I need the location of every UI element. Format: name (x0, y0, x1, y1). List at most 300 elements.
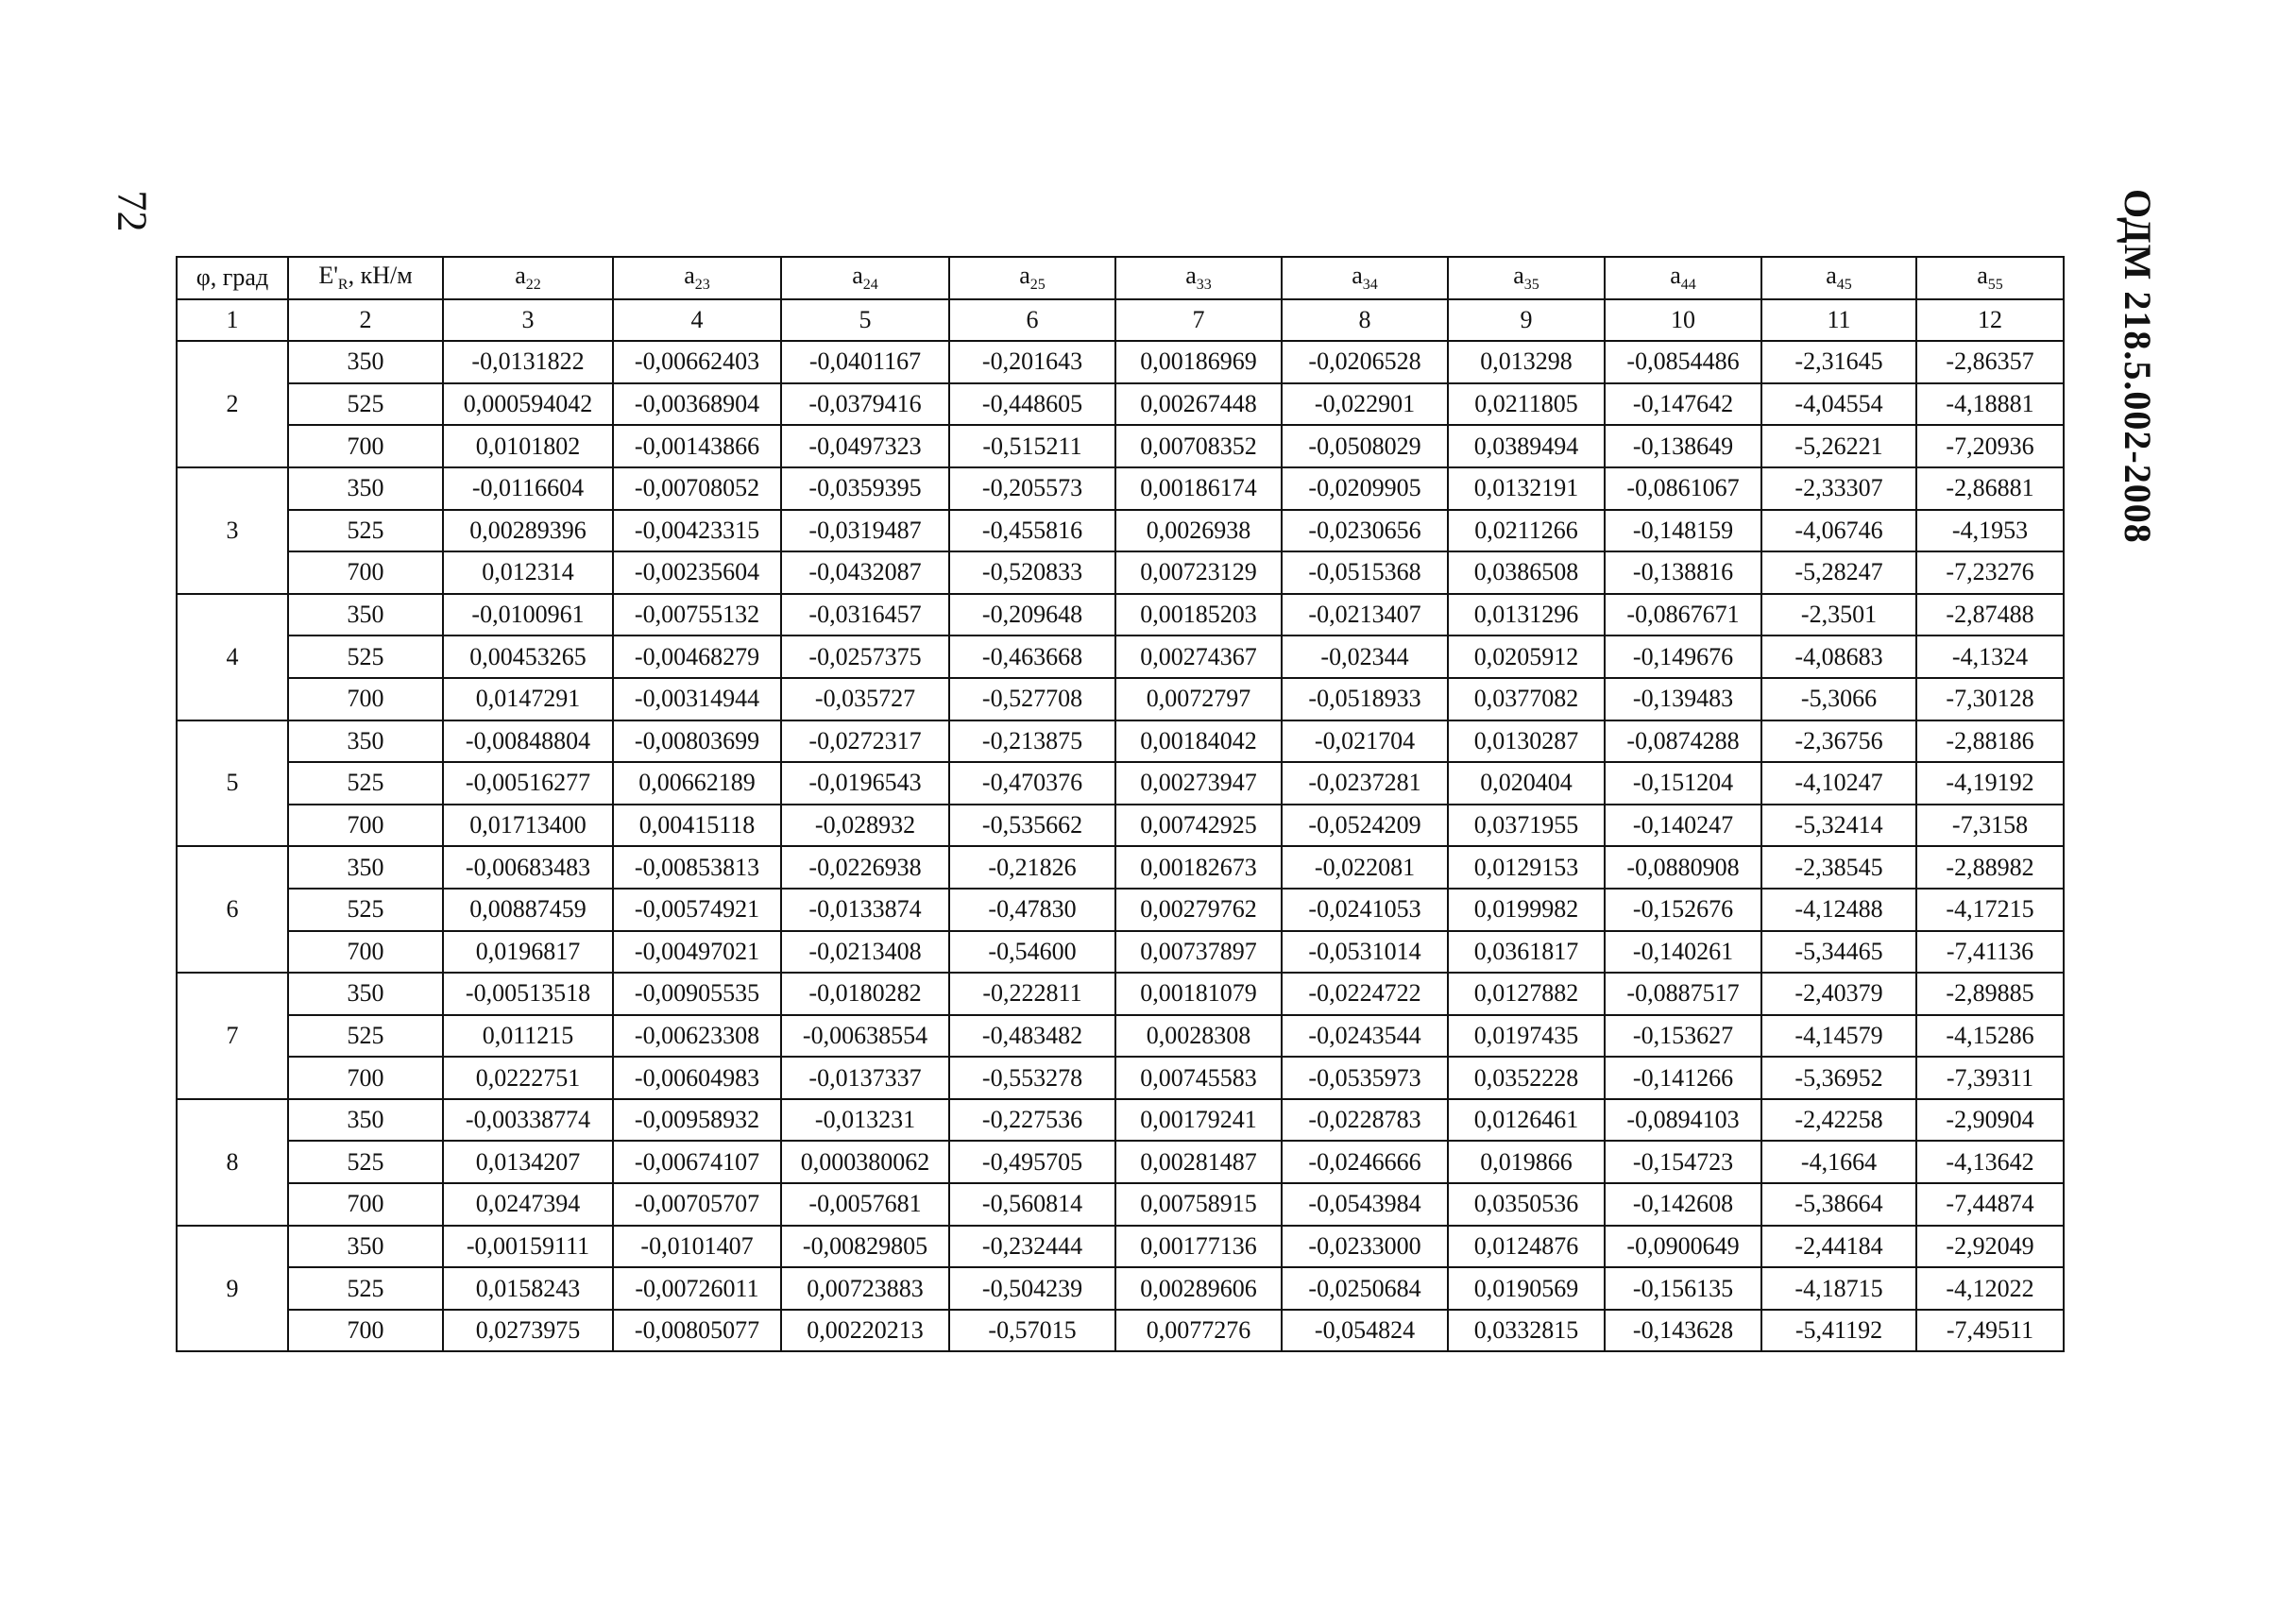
value-cell: -7,44874 (1916, 1183, 2064, 1226)
value-cell: 0,0222751 (443, 1057, 613, 1099)
value-cell: -4,1324 (1916, 636, 2064, 678)
value-cell: -0,143628 (1605, 1310, 1761, 1352)
value-cell: -0,021704 (1282, 720, 1448, 763)
er-cell: 700 (288, 1057, 443, 1099)
column-header-subscript: 55 (1987, 276, 2003, 293)
value-cell: 0,00453265 (443, 636, 613, 678)
value-cell: -0,140261 (1605, 931, 1761, 974)
value-cell: -5,32414 (1761, 805, 1916, 847)
column-header-main: a (1352, 261, 1363, 289)
coefficients-table (176, 256, 2065, 1352)
value-cell: -0,02344 (1282, 636, 1448, 678)
value-cell: -0,00705707 (613, 1183, 781, 1226)
column-header-main: a (1977, 261, 1988, 289)
value-cell: -0,00803699 (613, 720, 781, 763)
value-cell: -0,201643 (949, 341, 1115, 383)
value-cell: -4,13642 (1916, 1141, 2064, 1183)
value-cell: -0,0401167 (781, 341, 949, 383)
value-cell: 0,0377082 (1448, 678, 1605, 720)
er-cell: 700 (288, 551, 443, 594)
table-body (177, 341, 2064, 1351)
column-header (177, 257, 288, 299)
value-cell: 0,00177136 (1115, 1226, 1282, 1268)
value-cell: -0,0316457 (781, 594, 949, 636)
value-cell: -4,12022 (1916, 1267, 2064, 1310)
value-cell: -0,0246666 (1282, 1141, 1448, 1183)
value-cell: 0,00184042 (1115, 720, 1282, 763)
value-cell: -0,00143866 (613, 425, 781, 467)
value-cell: -4,19192 (1916, 762, 2064, 805)
value-cell: -0,00805077 (613, 1310, 781, 1352)
value-cell: 0,0389494 (1448, 425, 1605, 467)
value-cell: -0,0874288 (1605, 720, 1761, 763)
value-cell: -0,0237281 (1282, 762, 1448, 805)
value-cell: -5,3066 (1761, 678, 1916, 720)
value-cell: -0,0508029 (1282, 425, 1448, 467)
column-header-main: a (1826, 261, 1837, 289)
value-cell: 0,0147291 (443, 678, 613, 720)
column-header-subscript: R (337, 276, 349, 293)
value-cell: -0,00853813 (613, 846, 781, 889)
er-cell: 350 (288, 846, 443, 889)
table-row (177, 467, 2064, 510)
column-header-subscript: 45 (1836, 276, 1852, 293)
value-cell: 0,00289606 (1115, 1267, 1282, 1310)
value-cell: -5,28247 (1761, 551, 1916, 594)
value-cell: -0,57015 (949, 1310, 1115, 1352)
value-cell: 0,00662189 (613, 762, 781, 805)
value-cell: 0,00723129 (1115, 551, 1282, 594)
column-number: 11 (1761, 299, 1916, 342)
value-cell: 0,011215 (443, 1015, 613, 1058)
table-row (177, 720, 2064, 763)
value-cell: -7,39311 (1916, 1057, 2064, 1099)
er-cell: 350 (288, 1099, 443, 1142)
value-cell: -0,00674107 (613, 1141, 781, 1183)
value-cell: -0,0543984 (1282, 1183, 1448, 1226)
phi-cell: 9 (177, 1226, 288, 1352)
value-cell: -0,138816 (1605, 551, 1761, 594)
table-row (177, 973, 2064, 1015)
value-cell: -0,535662 (949, 805, 1115, 847)
value-cell: -0,0224722 (1282, 973, 1448, 1015)
value-cell: -4,06746 (1761, 510, 1916, 552)
value-cell: -0,141266 (1605, 1057, 1761, 1099)
value-cell: -2,88982 (1916, 846, 2064, 889)
er-cell: 350 (288, 720, 443, 763)
column-header-main: a (1670, 261, 1681, 289)
er-cell: 525 (288, 636, 443, 678)
value-cell: -0,00159111 (443, 1226, 613, 1268)
value-cell: -0,154723 (1605, 1141, 1761, 1183)
value-cell: -0,0535973 (1282, 1057, 1448, 1099)
value-cell: -0,035727 (781, 678, 949, 720)
value-cell: 0,020404 (1448, 762, 1605, 805)
value-cell: -0,0432087 (781, 551, 949, 594)
value-cell: -0,0213407 (1282, 594, 1448, 636)
value-cell: -5,36952 (1761, 1057, 1916, 1099)
value-cell: -0,0894103 (1605, 1099, 1761, 1142)
value-cell: -0,553278 (949, 1057, 1115, 1099)
value-cell: 0,00737897 (1115, 931, 1282, 974)
column-number: 6 (949, 299, 1115, 342)
value-cell: -0,54600 (949, 931, 1115, 974)
value-cell: -2,3501 (1761, 594, 1916, 636)
phi-cell: 4 (177, 594, 288, 720)
value-cell: 0,013298 (1448, 341, 1605, 383)
value-cell: -2,88186 (1916, 720, 2064, 763)
value-cell: -0,0531014 (1282, 931, 1448, 974)
value-cell: 0,0077276 (1115, 1310, 1282, 1352)
value-cell: 0,00182673 (1115, 846, 1282, 889)
value-cell: -0,213875 (949, 720, 1115, 763)
value-cell: 0,0247394 (443, 1183, 613, 1226)
column-header (288, 257, 443, 299)
value-cell: -0,205573 (949, 467, 1115, 510)
value-cell: -2,87488 (1916, 594, 2064, 636)
value-cell: -0,149676 (1605, 636, 1761, 678)
value-cell: -0,448605 (949, 383, 1115, 426)
value-cell: 0,0352228 (1448, 1057, 1605, 1099)
value-cell: 0,00220213 (781, 1310, 949, 1352)
value-cell: -2,38545 (1761, 846, 1916, 889)
table-row (177, 594, 2064, 636)
er-cell: 700 (288, 425, 443, 467)
value-cell: -5,41192 (1761, 1310, 1916, 1352)
value-cell: -0,0213408 (781, 931, 949, 974)
column-header-main: a (1185, 261, 1197, 289)
value-cell: 0,019866 (1448, 1141, 1605, 1183)
value-cell: -4,08683 (1761, 636, 1916, 678)
value-cell: 0,00181079 (1115, 973, 1282, 1015)
phi-cell: 2 (177, 341, 288, 467)
table-row (177, 1057, 2064, 1099)
value-cell: -0,022901 (1282, 383, 1448, 426)
value-cell: -0,0515368 (1282, 551, 1448, 594)
value-cell: -0,232444 (949, 1226, 1115, 1268)
value-cell: 0,0130287 (1448, 720, 1605, 763)
phi-cell: 5 (177, 720, 288, 847)
column-header (1605, 257, 1761, 299)
table-row (177, 678, 2064, 720)
value-cell: -2,44184 (1761, 1226, 1916, 1268)
value-cell: -0,00574921 (613, 889, 781, 931)
value-cell: -0,00726011 (613, 1267, 781, 1310)
value-cell: 0,0072797 (1115, 678, 1282, 720)
er-cell: 350 (288, 1226, 443, 1268)
value-cell: -0,0861067 (1605, 467, 1761, 510)
value-cell: -0,0137337 (781, 1057, 949, 1099)
value-cell: 0,00273947 (1115, 762, 1282, 805)
value-cell: -0,0230656 (1282, 510, 1448, 552)
value-cell: -0,00604983 (613, 1057, 781, 1099)
value-cell: -0,0180282 (781, 973, 949, 1015)
column-header (949, 257, 1115, 299)
value-cell: -4,18881 (1916, 383, 2064, 426)
value-cell: -0,0854486 (1605, 341, 1761, 383)
value-cell: -0,21826 (949, 846, 1115, 889)
column-number: 3 (443, 299, 613, 342)
er-cell: 700 (288, 805, 443, 847)
value-cell: -0,0250684 (1282, 1267, 1448, 1310)
value-cell: -0,209648 (949, 594, 1115, 636)
er-cell: 700 (288, 1183, 443, 1226)
value-cell: -0,00623308 (613, 1015, 781, 1058)
table-row (177, 1183, 2064, 1226)
value-cell: -0,0131822 (443, 341, 613, 383)
column-header-subscript: 25 (1029, 276, 1046, 293)
column-header-main: φ, град (196, 263, 269, 292)
value-cell: 0,00723883 (781, 1267, 949, 1310)
column-header-subscript: 35 (1523, 276, 1539, 293)
value-cell: 0,00186174 (1115, 467, 1282, 510)
column-header (1761, 257, 1916, 299)
value-cell: -4,14579 (1761, 1015, 1916, 1058)
er-cell: 525 (288, 1141, 443, 1183)
value-cell: 0,00185203 (1115, 594, 1282, 636)
value-cell: -0,0272317 (781, 720, 949, 763)
value-cell: -7,49511 (1916, 1310, 2064, 1352)
value-cell: -2,92049 (1916, 1226, 2064, 1268)
value-cell: -4,18715 (1761, 1267, 1916, 1310)
value-cell: 0,0371955 (1448, 805, 1605, 847)
column-header-subscript: 44 (1680, 276, 1696, 293)
value-cell: -0,463668 (949, 636, 1115, 678)
value-cell: -0,147642 (1605, 383, 1761, 426)
column-header-main: a (515, 261, 526, 289)
value-cell: -0,00338774 (443, 1099, 613, 1142)
value-cell: -5,38664 (1761, 1183, 1916, 1226)
value-cell: -0,0900649 (1605, 1226, 1761, 1268)
value-cell: -0,0116604 (443, 467, 613, 510)
value-cell: -2,40379 (1761, 973, 1916, 1015)
table-row (177, 762, 2064, 805)
value-cell: -0,504239 (949, 1267, 1115, 1310)
column-header-main: E' (318, 261, 338, 289)
value-cell: -0,47830 (949, 889, 1115, 931)
value-cell: -0,0241053 (1282, 889, 1448, 931)
value-cell: 0,0361817 (1448, 931, 1605, 974)
value-cell: 0,0386508 (1448, 551, 1605, 594)
value-cell: 0,000594042 (443, 383, 613, 426)
value-cell: -0,00958932 (613, 1099, 781, 1142)
value-cell: -0,0196543 (781, 762, 949, 805)
value-cell: -0,515211 (949, 425, 1115, 467)
value-cell: 0,0131296 (1448, 594, 1605, 636)
value-cell: -0,142608 (1605, 1183, 1761, 1226)
value-cell: 0,0028308 (1115, 1015, 1282, 1058)
value-cell: -7,41136 (1916, 931, 2064, 974)
value-cell: -4,12488 (1761, 889, 1916, 931)
value-cell: 0,00274367 (1115, 636, 1282, 678)
value-cell: -0,0206528 (1282, 341, 1448, 383)
value-cell: -0,560814 (949, 1183, 1115, 1226)
value-cell: -0,0379416 (781, 383, 949, 426)
value-cell: -0,054824 (1282, 1310, 1448, 1352)
value-cell: -2,86357 (1916, 341, 2064, 383)
value-cell: -4,04554 (1761, 383, 1916, 426)
value-cell: 0,0132191 (1448, 467, 1605, 510)
value-cell: -5,26221 (1761, 425, 1916, 467)
value-cell: 0,0129153 (1448, 846, 1605, 889)
table-row (177, 805, 2064, 847)
value-cell: -0,00314944 (613, 678, 781, 720)
column-number: 7 (1115, 299, 1282, 342)
er-cell: 525 (288, 889, 443, 931)
value-cell: -0,0359395 (781, 467, 949, 510)
value-cell: -0,227536 (949, 1099, 1115, 1142)
value-cell: 0,00289396 (443, 510, 613, 552)
value-cell: -0,0497323 (781, 425, 949, 467)
er-cell: 525 (288, 1015, 443, 1058)
value-cell: -0,00662403 (613, 341, 781, 383)
value-cell: -2,33307 (1761, 467, 1916, 510)
er-cell: 350 (288, 341, 443, 383)
value-cell: 0,0211266 (1448, 510, 1605, 552)
value-cell: -0,222811 (949, 973, 1115, 1015)
column-header-main: a (1513, 261, 1524, 289)
value-cell: -0,0226938 (781, 846, 949, 889)
value-cell: -0,152676 (1605, 889, 1761, 931)
value-cell: -4,17215 (1916, 889, 2064, 931)
column-header-main: a (852, 261, 863, 289)
er-cell: 525 (288, 762, 443, 805)
column-number: 9 (1448, 299, 1605, 342)
column-header-subscript: 23 (694, 276, 710, 293)
column-header (613, 257, 781, 299)
value-cell: -4,1953 (1916, 510, 2064, 552)
value-cell: -7,3158 (1916, 805, 2064, 847)
value-cell: -2,89885 (1916, 973, 2064, 1015)
value-cell: -0,00497021 (613, 931, 781, 974)
table-row (177, 846, 2064, 889)
value-cell: 0,00708352 (1115, 425, 1282, 467)
value-cell: -0,520833 (949, 551, 1115, 594)
value-cell: -0,470376 (949, 762, 1115, 805)
value-cell: -0,0257375 (781, 636, 949, 678)
value-cell: -0,00829805 (781, 1226, 949, 1268)
table-row (177, 1310, 2064, 1352)
phi-cell: 6 (177, 846, 288, 973)
column-header (1115, 257, 1282, 299)
value-cell: 0,0196817 (443, 931, 613, 974)
table-row (177, 425, 2064, 467)
table-row (177, 636, 2064, 678)
column-header (1448, 257, 1605, 299)
table-row (177, 1226, 2064, 1268)
value-cell: -2,90904 (1916, 1099, 2064, 1142)
value-cell: 0,0124876 (1448, 1226, 1605, 1268)
value-cell: -0,0887517 (1605, 973, 1761, 1015)
value-cell: 0,00742925 (1115, 805, 1282, 847)
value-cell: -0,00423315 (613, 510, 781, 552)
column-header-unit: , кН/м (348, 261, 413, 289)
er-cell: 525 (288, 1267, 443, 1310)
value-cell: -0,0057681 (781, 1183, 949, 1226)
document-code: ОДМ 218.5.002-2008 (2117, 189, 2159, 544)
value-cell: -0,00905535 (613, 973, 781, 1015)
value-cell: 0,00186969 (1115, 341, 1282, 383)
value-cell: -0,527708 (949, 678, 1115, 720)
er-cell: 350 (288, 973, 443, 1015)
value-cell: -0,00513518 (443, 973, 613, 1015)
value-cell: 0,00179241 (1115, 1099, 1282, 1142)
value-cell: 0,0273975 (443, 1310, 613, 1352)
value-cell: -4,1664 (1761, 1141, 1916, 1183)
value-cell: 0,0205912 (1448, 636, 1605, 678)
value-cell: -2,36756 (1761, 720, 1916, 763)
value-cell: -0,151204 (1605, 762, 1761, 805)
column-header (1282, 257, 1448, 299)
value-cell: -5,34465 (1761, 931, 1916, 974)
value-cell: -0,00638554 (781, 1015, 949, 1058)
table-row (177, 1141, 2064, 1183)
value-cell: -0,148159 (1605, 510, 1761, 552)
table-row (177, 931, 2064, 974)
value-cell: -0,00368904 (613, 383, 781, 426)
value-cell: 0,012314 (443, 551, 613, 594)
value-cell: 0,0211805 (1448, 383, 1605, 426)
er-cell: 525 (288, 383, 443, 426)
value-cell: -0,156135 (1605, 1267, 1761, 1310)
er-cell: 350 (288, 467, 443, 510)
table-row (177, 889, 2064, 931)
value-cell: 0,0190569 (1448, 1267, 1605, 1310)
value-cell: -0,140247 (1605, 805, 1761, 847)
column-header-subscript: 33 (1196, 276, 1212, 293)
value-cell: -0,0319487 (781, 510, 949, 552)
er-cell: 350 (288, 594, 443, 636)
phi-cell: 8 (177, 1099, 288, 1226)
value-cell: 0,0199982 (1448, 889, 1605, 931)
table-row (177, 510, 2064, 552)
value-cell: -0,0209905 (1282, 467, 1448, 510)
table-row (177, 551, 2064, 594)
column-number: 1 (177, 299, 288, 342)
value-cell: -7,20936 (1916, 425, 2064, 467)
value-cell: 0,000380062 (781, 1141, 949, 1183)
value-cell: 0,00267448 (1115, 383, 1282, 426)
er-cell: 700 (288, 931, 443, 974)
value-cell: -7,23276 (1916, 551, 2064, 594)
column-number: 2 (288, 299, 443, 342)
value-cell: -0,495705 (949, 1141, 1115, 1183)
column-number: 5 (781, 299, 949, 342)
value-cell: -2,31645 (1761, 341, 1916, 383)
table-row (177, 1099, 2064, 1142)
header-row (177, 257, 2064, 299)
phi-cell: 7 (177, 973, 288, 1099)
value-cell: 0,00887459 (443, 889, 613, 931)
value-cell: 0,0332815 (1448, 1310, 1605, 1352)
value-cell: -0,455816 (949, 510, 1115, 552)
value-cell: -0,138649 (1605, 425, 1761, 467)
value-cell: 0,00415118 (613, 805, 781, 847)
value-cell: -0,028932 (781, 805, 949, 847)
table-row (177, 1267, 2064, 1310)
column-number: 4 (613, 299, 781, 342)
value-cell: -2,42258 (1761, 1099, 1916, 1142)
value-cell: -4,10247 (1761, 762, 1916, 805)
value-cell: -0,139483 (1605, 678, 1761, 720)
column-header-subscript: 34 (1362, 276, 1378, 293)
value-cell: -0,153627 (1605, 1015, 1761, 1058)
page-number: 72 (109, 190, 156, 232)
value-cell: -0,00683483 (443, 846, 613, 889)
table-row (177, 383, 2064, 426)
value-cell: 0,01713400 (443, 805, 613, 847)
column-number: 10 (1605, 299, 1761, 342)
